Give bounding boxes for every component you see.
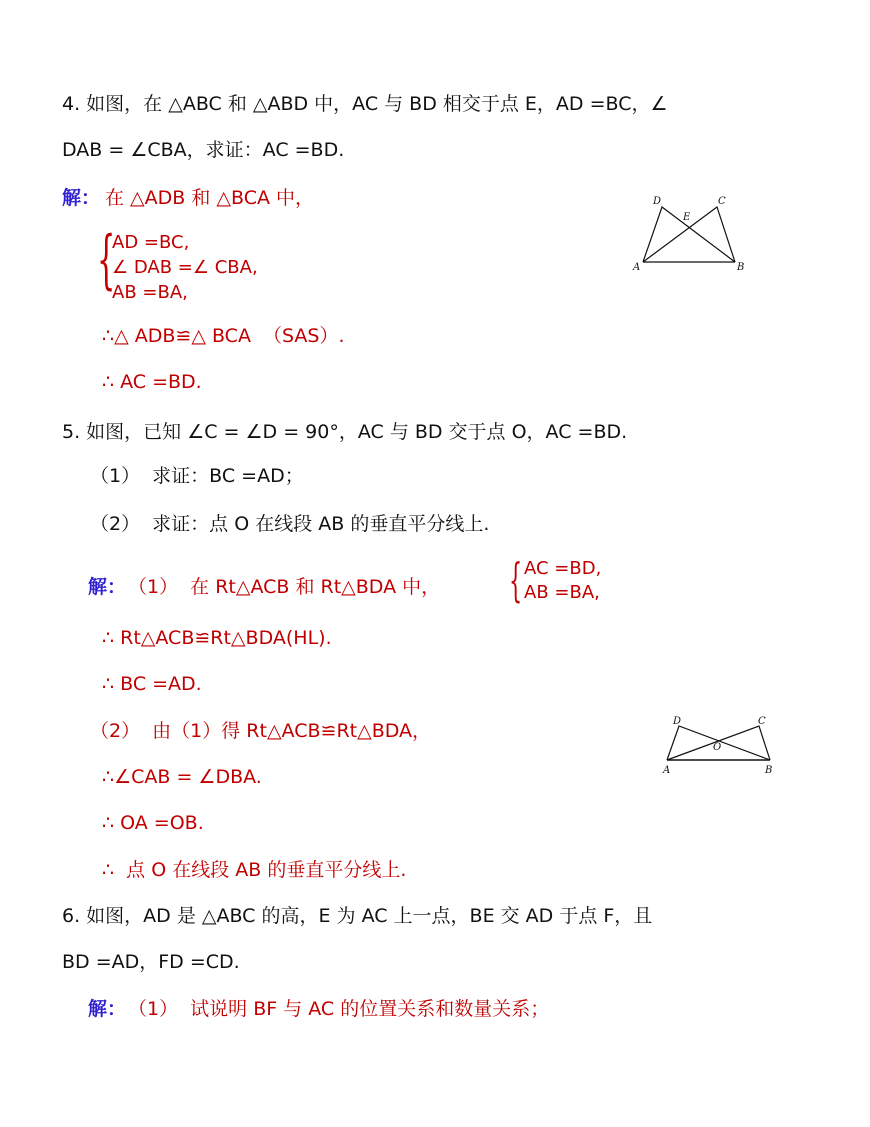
problem5-solution-label: 解： (88, 576, 127, 598)
problem5-conclusion5: ∴ 点 O 在线段 AB 的垂直平分线上. (102, 859, 407, 881)
problem5-part2: （2） 求证：点 O 在线段 AB 的垂直平分线上. (90, 513, 490, 535)
problem4-solution-label: 解： (62, 187, 101, 209)
problem5-conclusion1: ∴ Rt△ACB≌Rt△BDA(HL). (102, 627, 332, 649)
problem5-sys-1: AC =BD, (524, 558, 602, 579)
figure4-label-A: A (633, 262, 641, 273)
problem5-figure (655, 712, 785, 777)
problem6-line1: 6. 如图，AD 是 △ABC 的高，E 为 AC 上一点，BE 交 AD 于点 F，且 (62, 905, 653, 927)
problem4-sys-3: AB =BA, (112, 282, 188, 303)
figure5-label-D: D (673, 716, 682, 727)
problem4-conclusion-equal: ∴ AC =BD. (102, 371, 202, 393)
problem5-part1: （1） 求证：BC =AD； (90, 465, 304, 487)
problem4-brace: { (97, 223, 116, 297)
problem5-line1: 5. 如图，已知 ∠C = ∠D = 90°，AC 与 BD 交于点 O，AC =BD. (62, 421, 628, 443)
problem5-solution1-intro: （1） 在 Rt△ACB 和 Rt△BDA 中， (128, 576, 441, 598)
figure5-label-B: B (765, 765, 773, 776)
figure4-label-D: D (653, 196, 662, 207)
problem5-conclusion3: ∴∠CAB = ∠DBA. (102, 766, 262, 788)
problem4-line1: 4. 如图，在 △ABC 和 △ABD 中，AC 与 BD 相交于点 E，AD =BC，∠ (62, 93, 668, 115)
figure5-label-A: A (663, 765, 671, 776)
problem5-solution2-intro: （2） 由（1）得 Rt△ACB≌Rt△BDA， (90, 720, 432, 742)
problem4-figure (625, 190, 755, 275)
problem4-sys-2: ∠ DAB =∠ CBA, (112, 257, 258, 278)
figure4-label-C: C (718, 196, 726, 207)
problem6-line2: BD =AD，FD =CD. (62, 951, 240, 973)
problem4-conclusion-congruent: ∴△ ADB≌△ BCA （SAS）. (102, 325, 345, 347)
problem4-line2: DAB = ∠CBA，求证：AC =BD. (62, 139, 345, 161)
figure5-label-O: O (713, 742, 722, 753)
problem4-sys-1: AD =BC, (112, 232, 190, 253)
problem4-solution-intro: 在 △ADB 和 △BCA 中， (105, 187, 315, 209)
problem6-solution-label: 解： (88, 998, 127, 1020)
figure4-label-B: B (737, 262, 745, 273)
problem5-sys-2: AB =BA, (524, 582, 600, 603)
problem5-conclusion4: ∴ OA =OB. (102, 812, 204, 834)
problem5-conclusion2: ∴ BC =AD. (102, 673, 202, 695)
problem5-brace: { (509, 553, 523, 607)
problem6-solution1: （1） 试说明 BF 与 AC 的位置关系和数量关系； (128, 998, 550, 1020)
figure5-label-C: C (758, 716, 766, 727)
figure4-label-E: E (683, 212, 691, 223)
